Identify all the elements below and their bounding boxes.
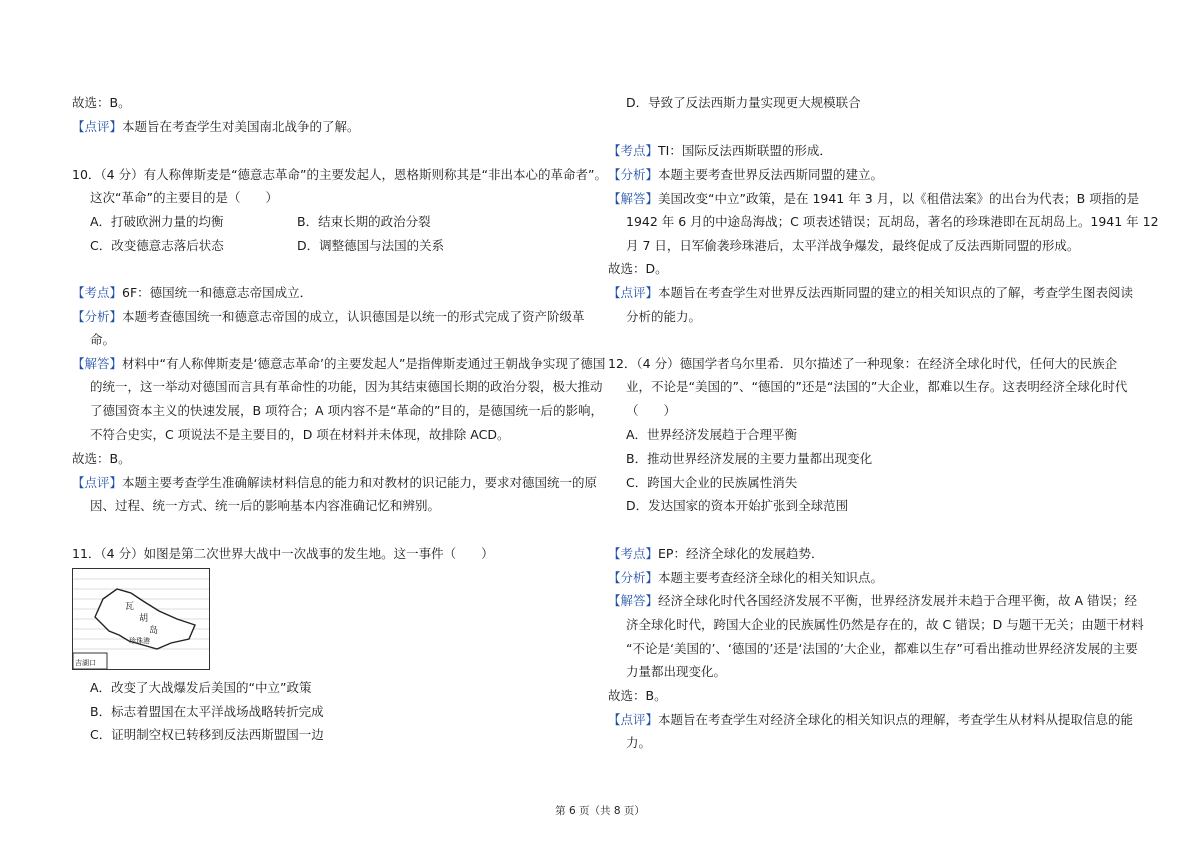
q10-fenxi-line2: 命。 — [90, 332, 116, 347]
q12-jieda — [608, 592, 1137, 610]
dianping-tag: 【点评】 — [608, 285, 659, 300]
q10-fenxi — [72, 308, 585, 326]
dianping-text: 本题旨在考查学生对经济全球化的相关知识点的理解，考查学生从材料从提取信息的能 — [658, 712, 1134, 727]
oahu-map-drawing — [73, 569, 209, 669]
jieda-text: 材料中“有人称俾斯麦是‘德意志革命’的主要发起人”是指俾斯麦通过王朝战争实现了德国 — [122, 356, 606, 371]
fenxi-text: 本题主要考查经济全球化的相关知识点。 — [658, 570, 884, 585]
q11-kaodian — [608, 142, 832, 160]
dianping-text: 本题旨在考查学生对世界反法西斯同盟的建立的相关知识点的了解，考查学生图表阅读 — [658, 285, 1134, 300]
q12-option-d: D．发达国家的资本开始扩张到全球范围 — [626, 498, 849, 513]
q12-kaodian — [608, 545, 823, 563]
jieda-text: 美国改变“中立”政策，是在 1941 年 3 月，以《租借法案》的出台为代表；B 项指的是 — [658, 191, 1140, 206]
kaodian-tag: 【考点】 — [608, 143, 659, 158]
q12-fenxi — [608, 569, 883, 587]
comment-tag: 【点评】 — [72, 119, 123, 134]
q12-option-c: C．跨国大企业的民族属性消失 — [626, 475, 798, 490]
q10-answer: 故选：B。 — [72, 451, 131, 466]
q10-option-c: C．改变德意志落后状态 — [90, 238, 224, 253]
q10-dianping-line2: 因、过程、统一方式、统一后的影响基本内容准确记忆和辨别。 — [90, 498, 441, 513]
q12-dianping-line2: 力。 — [626, 735, 652, 750]
q12-stem-line2: 业，不论是“美国的”、“德国的”还是“法国的”大企业，都难以生存。这表明经济全球化时代 — [626, 379, 1128, 394]
q10-jieda-line2: 的统一，这一举动对德国而言具有革命性的功能，因为其结束德国长期的政治分裂，极大推动 — [90, 379, 603, 394]
q12-dianping — [608, 711, 1133, 729]
q11-option-c: C．证明制空权已转移到反法西斯盟国一边 — [90, 727, 324, 742]
q11-option-b: B．标志着盟国在太平洋战场战略转折完成 — [90, 704, 324, 719]
map-legend-label: 吉湖口 — [75, 659, 96, 667]
q11-fenxi — [608, 166, 883, 184]
q11-stem: 11．（4 分）如图是第二次世界大战中一次战事的发生地。这一事件（ ） — [72, 546, 494, 561]
q12-jieda-line4: 力量都出现变化。 — [626, 664, 727, 679]
fenxi-tag: 【分析】 — [608, 570, 659, 585]
q11-option-d: D．导致了反法西斯力量实现更大规模联合 — [626, 95, 861, 110]
q11-dianping — [608, 284, 1133, 302]
kaodian-tag: 【考点】 — [72, 285, 123, 300]
kaodian-text: TI：国际反法西斯联盟的形成． — [658, 143, 832, 158]
map-label-dao: 岛 — [149, 626, 159, 636]
q9-answer: 故选：B。 — [72, 95, 131, 110]
fenxi-tag: 【分析】 — [72, 309, 123, 324]
q11-option-a: A．改变了大战爆发后美国的“中立”政策 — [90, 680, 312, 695]
dianping-tag: 【点评】 — [72, 475, 123, 490]
dianping-tag: 【点评】 — [608, 712, 659, 727]
q11-jieda — [608, 190, 1139, 208]
map-label-pearl-harbor: 珍珠港 — [129, 637, 150, 645]
jieda-text: 经济全球化时代各国经济发展不平衡，世界经济发展并未趋于合理平衡，故 A 错误；经 — [658, 593, 1138, 608]
q12-jieda-line3: “不论是‘美国的’、‘德国的’还是‘法国的’大企业，都难以生存”可看出推动世界经济发展的主要 — [626, 641, 1138, 656]
q12-stem-line1: 12．（4 分）德国学者乌尔里希．贝尔描述了一种现象：在经济全球化时代，任何大的民族企 — [608, 356, 1118, 371]
q9-comment — [72, 118, 360, 136]
q12-stem-line3: （ ） — [626, 403, 677, 418]
q10-option-d: D．调整德国与法国的关系 — [297, 238, 445, 253]
jieda-tag: 【解答】 — [72, 356, 123, 371]
q11-answer: 故选：D。 — [608, 261, 668, 276]
q10-dianping — [72, 474, 597, 492]
jieda-tag: 【解答】 — [608, 191, 659, 206]
kaodian-tag: 【考点】 — [608, 546, 659, 561]
q11-dianping-line2: 分析的能力。 — [626, 309, 702, 324]
dianping-text: 本题主要考查学生准确解读材料信息的能力和对教材的识记能力，要求对德国统一的原 — [122, 475, 598, 490]
q12-answer: 故选：B。 — [608, 688, 667, 703]
kaodian-text: EP：经济全球化的发展趋势． — [658, 546, 824, 561]
fenxi-tag: 【分析】 — [608, 167, 659, 182]
comment-text: 本题旨在考查学生对美国南北战争的了解。 — [122, 119, 360, 134]
q10-stem-line1: 10．（4 分）有人称俾斯麦是“德意志革命”的主要发起人，恩格斯则称其是“非出本心的革命者”。 — [72, 167, 607, 182]
q10-jieda-line4: 不符合史实，C 项说法不是主要目的，D 项在材料并未体现，故排除 ACD。 — [90, 427, 510, 442]
q11-jieda-line3: 月 7 日，日军偷袭珍珠港后，太平洋战争爆发，最终促成了反法西斯同盟的形成。 — [626, 238, 1080, 253]
map-label-wa: 瓦 — [125, 602, 135, 612]
map-label-hu: 胡 — [139, 614, 149, 624]
q12-option-a: A．世界经济发展趋于合理平衡 — [626, 427, 798, 442]
q11-jieda-line2: 1942 年 6 月的中途岛海战；C 项表述错误；瓦胡岛，著名的珍珠港即在瓦胡岛上。1941 年 12 — [626, 214, 1159, 229]
jieda-tag: 【解答】 — [608, 593, 659, 608]
q10-jieda-line3: 了德国资本主义的快速发展，B 项符合；A 项内容不是“革命的”目的，是德国统一后的影响， — [90, 403, 604, 418]
q10-option-b: B．结束长期的政治分裂 — [297, 214, 431, 229]
q12-option-b: B．推动世界经济发展的主要力量都出现变化 — [626, 451, 873, 466]
fenxi-text: 本题考查德国统一和德意志帝国的成立，认识德国是以统一的形式完成了资产阶级革 — [122, 309, 585, 324]
q10-kaodian — [72, 284, 312, 302]
oahu-map — [72, 568, 210, 670]
kaodian-text: 6F：德国统一和德意志帝国成立． — [122, 285, 313, 300]
q12-jieda-line2: 济全球化时代，跨国大企业的民族属性仍然是存在的，故 C 错误；D 与题干无关；由题干材料 — [626, 617, 1144, 632]
page-footer: 第 6 页（共 8 页） — [555, 805, 645, 817]
q10-option-a: A．打破欧洲力量的均衡 — [90, 214, 224, 229]
q10-stem-line2: 这次“革命”的主要目的是（ ） — [90, 190, 278, 205]
fenxi-text: 本题主要考查世界反法西斯同盟的建立。 — [658, 167, 884, 182]
q10-jieda — [72, 355, 605, 373]
